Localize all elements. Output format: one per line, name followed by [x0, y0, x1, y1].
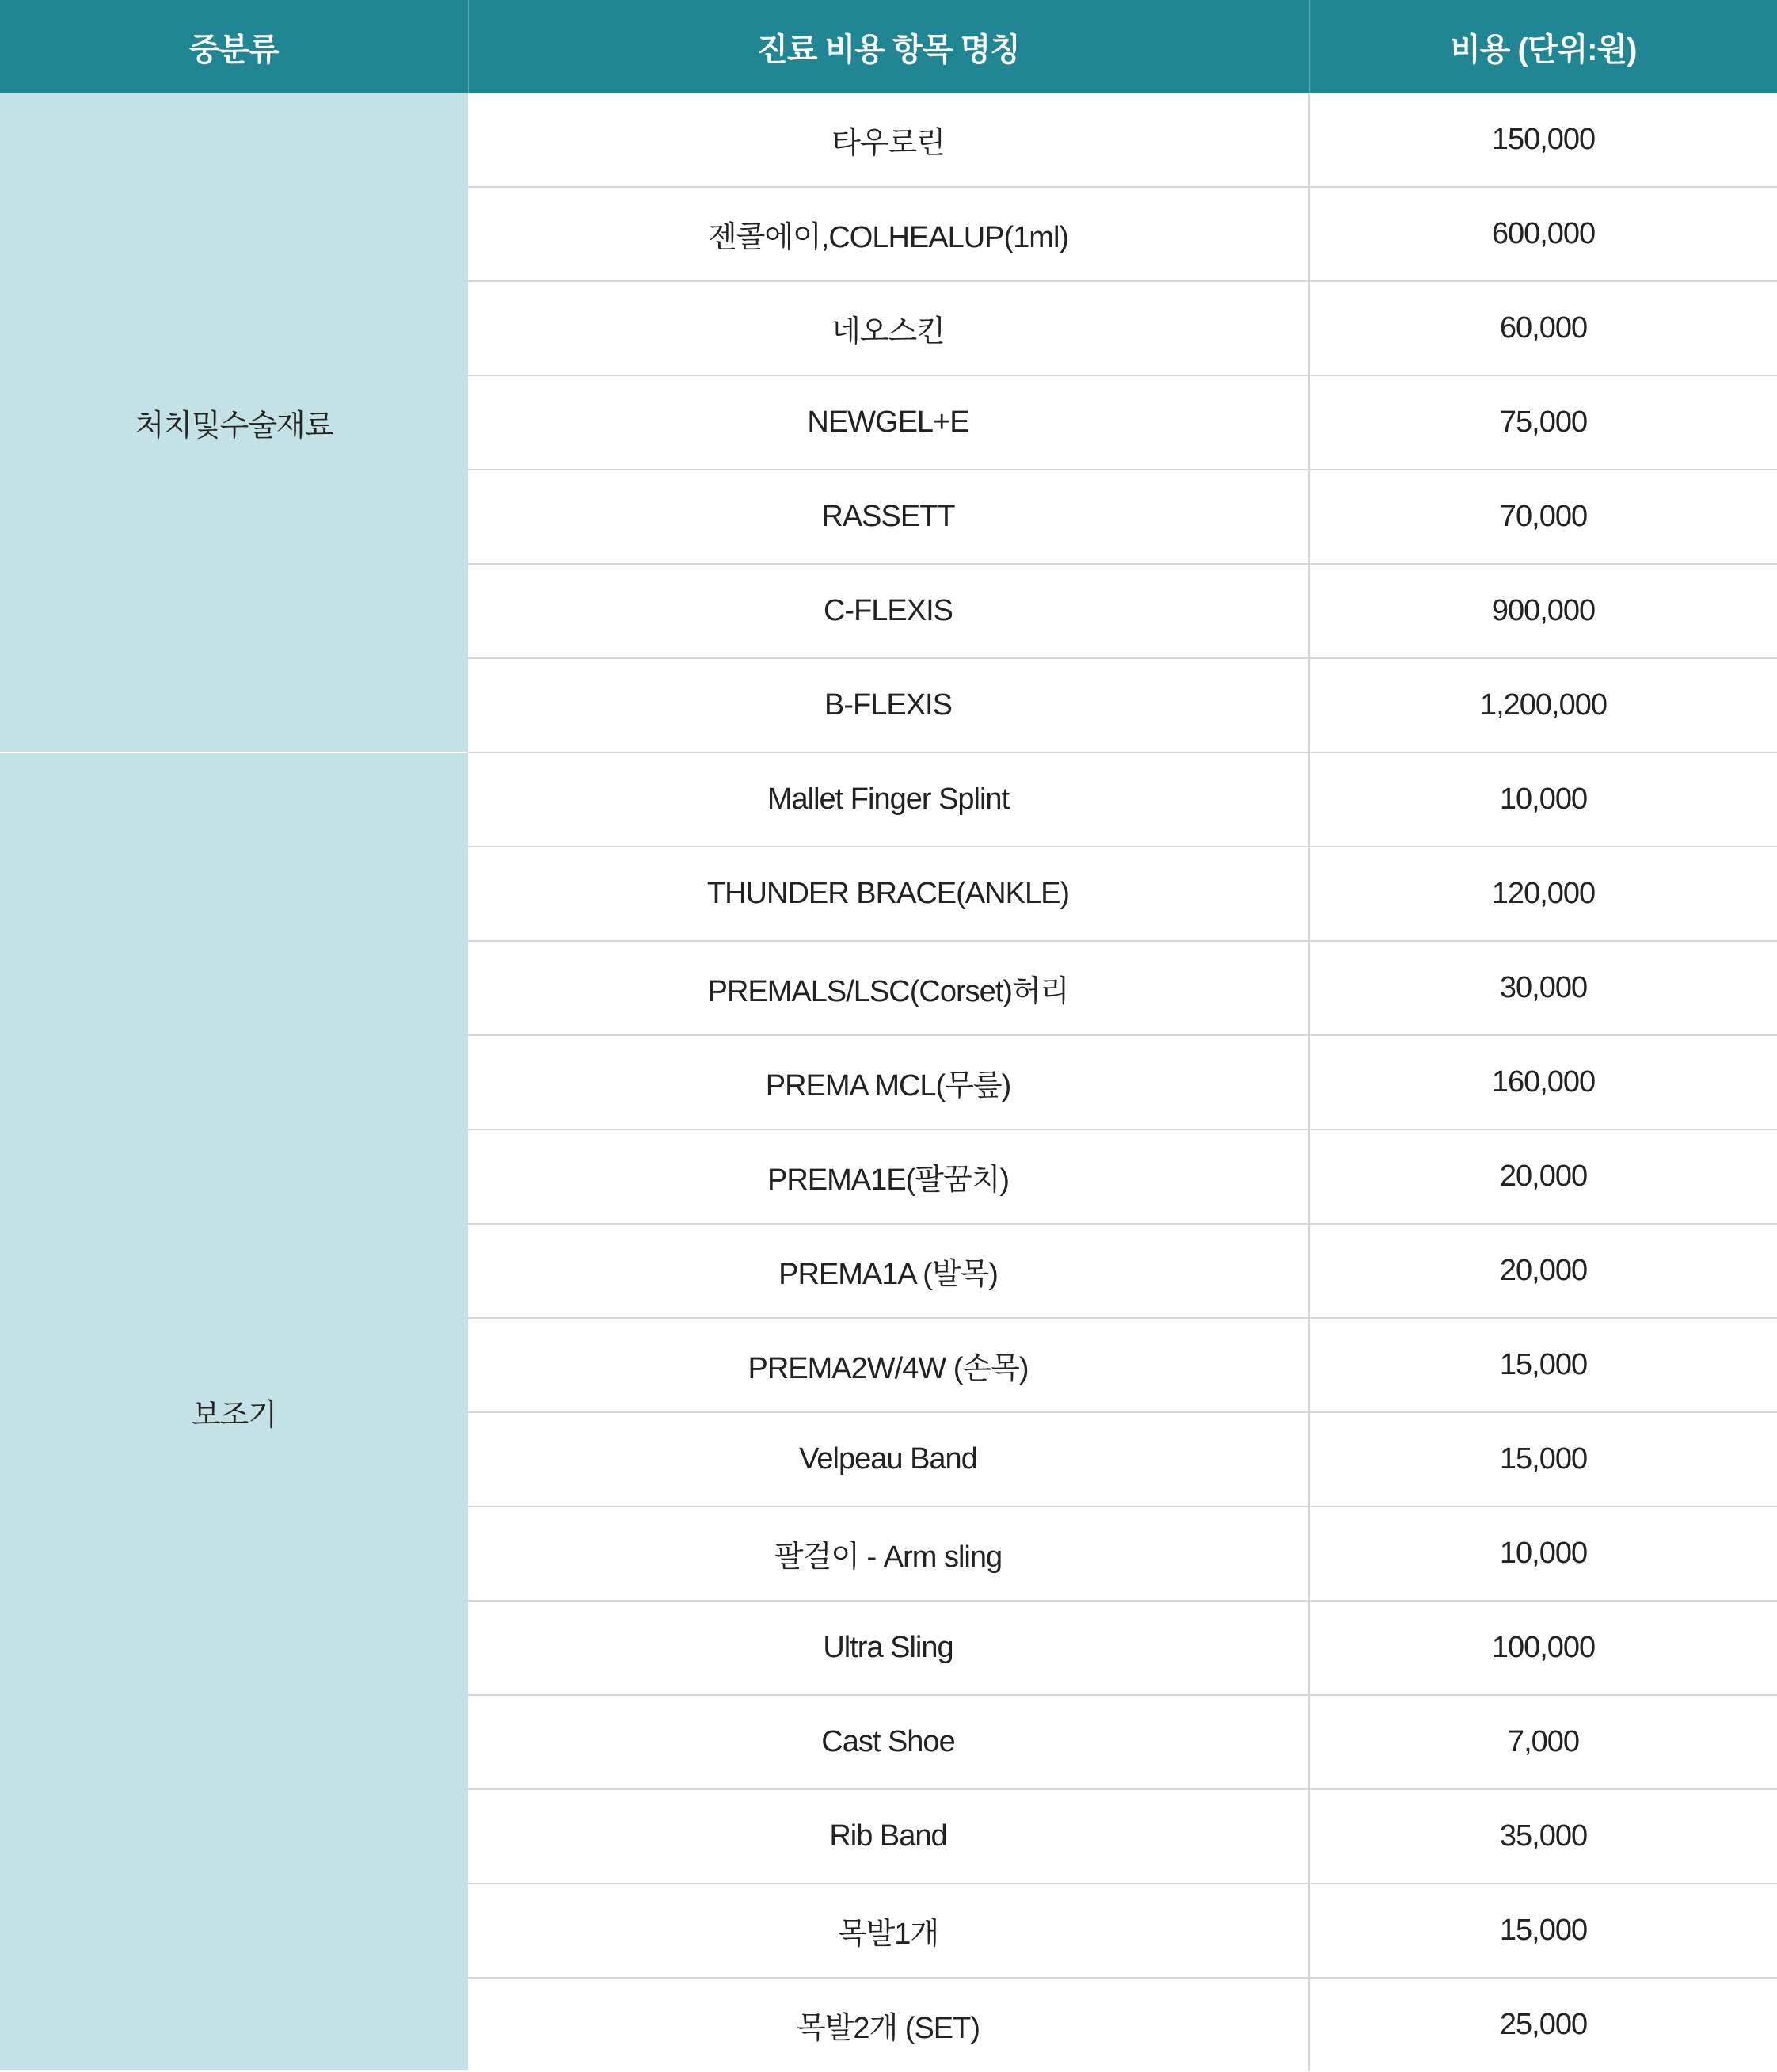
cost-cell: 15,000	[1309, 1412, 1777, 1506]
cost-cell: 10,000	[1309, 1506, 1777, 1601]
cost-cell: 25,000	[1309, 1978, 1777, 2071]
category-cell: 처치및수술재료	[0, 93, 468, 752]
cost-cell: 160,000	[1309, 1035, 1777, 1129]
table-row	[0, 752, 1777, 847]
cost-cell: 70,000	[1309, 470, 1777, 564]
item-name-cell: Velpeau Band	[468, 1412, 1309, 1506]
header-category: 중분류	[0, 0, 468, 93]
item-name-cell: Ultra Sling	[468, 1601, 1309, 1695]
cost-cell: 20,000	[1309, 1129, 1777, 1224]
item-name-cell: 목발2개 (SET)	[468, 1978, 1309, 2071]
item-name-cell: RASSETT	[468, 470, 1309, 564]
cost-cell: 60,000	[1309, 281, 1777, 375]
cost-cell: 75,000	[1309, 375, 1777, 470]
cost-cell: 20,000	[1309, 1224, 1777, 1318]
item-name-cell: PREMA1A (발목)	[468, 1224, 1309, 1318]
header-cost: 비용 (단위:원)	[1309, 0, 1777, 93]
category-cell: 보조기	[0, 752, 468, 2071]
cost-cell: 7,000	[1309, 1695, 1777, 1789]
item-name-cell: B-FLEXIS	[468, 658, 1309, 752]
table-body	[0, 93, 1777, 2071]
cost-cell: 1,200,000	[1309, 658, 1777, 752]
item-name-cell: 타우로린	[468, 93, 1309, 187]
item-name-cell: C-FLEXIS	[468, 564, 1309, 658]
cost-cell: 100,000	[1309, 1601, 1777, 1695]
item-name-cell: 목발1개	[468, 1883, 1309, 1978]
item-name-cell: Cast Shoe	[468, 1695, 1309, 1789]
cost-cell: 600,000	[1309, 187, 1777, 281]
item-name-cell: 젠콜에이,COLHEALUP(1ml)	[468, 187, 1309, 281]
item-name-cell: PREMA MCL(무릎)	[468, 1035, 1309, 1129]
header-row	[0, 0, 1777, 93]
header-item-name: 진료 비용 항목 명칭	[468, 0, 1309, 93]
item-name-cell: PREMA1E(팔꿈치)	[468, 1129, 1309, 1224]
cost-cell: 35,000	[1309, 1789, 1777, 1883]
item-name-cell: NEWGEL+E	[468, 375, 1309, 470]
cost-cell: 150,000	[1309, 93, 1777, 187]
cost-cell: 15,000	[1309, 1318, 1777, 1412]
cost-cell: 30,000	[1309, 941, 1777, 1035]
item-name-cell: 네오스킨	[468, 281, 1309, 375]
cost-cell: 120,000	[1309, 847, 1777, 941]
item-name-cell: Mallet Finger Splint	[468, 752, 1309, 847]
table-row	[0, 93, 1777, 187]
item-name-cell: PREMALS/LSC(Corset)허리	[468, 941, 1309, 1035]
item-name-cell: PREMA2W/4W (손목)	[468, 1318, 1309, 1412]
item-name-cell: 팔걸이 - Arm sling	[468, 1506, 1309, 1601]
item-name-cell: THUNDER BRACE(ANKLE)	[468, 847, 1309, 941]
cost-cell: 10,000	[1309, 752, 1777, 847]
item-name-cell: Rib Band	[468, 1789, 1309, 1883]
cost-cell: 15,000	[1309, 1883, 1777, 1978]
cost-cell: 900,000	[1309, 564, 1777, 658]
